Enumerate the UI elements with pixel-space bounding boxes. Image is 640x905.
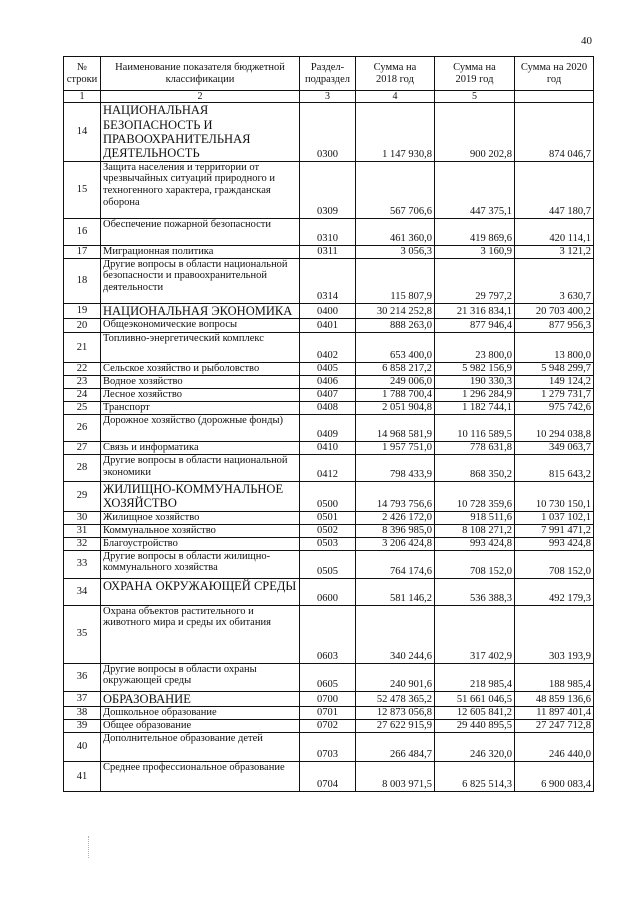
row-section-code: 0700 bbox=[300, 691, 356, 706]
row-indicator-name: Сельское хозяйство и рыболовство bbox=[101, 363, 300, 376]
row-sum-2019: 447 375,1 bbox=[435, 161, 515, 218]
row-sum-2019: 918 511,6 bbox=[435, 511, 515, 524]
scan-edge-mark bbox=[88, 836, 90, 858]
row-sum-2020: 6 900 083,4 bbox=[515, 761, 594, 791]
row-number: 40 bbox=[64, 732, 101, 761]
row-number: 28 bbox=[64, 454, 101, 481]
row-indicator-name: Водное хозяйство bbox=[101, 376, 300, 389]
row-section-code: 0412 bbox=[300, 454, 356, 481]
column-number: 5 bbox=[435, 91, 515, 103]
table-row bbox=[64, 663, 594, 691]
row-sum-2020: 975 742,6 bbox=[515, 401, 594, 414]
row-sum-2018: 1 788 700,4 bbox=[356, 388, 435, 401]
row-sum-2018: 6 858 217,2 bbox=[356, 363, 435, 376]
table-header-row bbox=[64, 57, 594, 91]
row-indicator-name: Среднее профессиональное образование bbox=[101, 761, 300, 791]
row-sum-2018: 340 244,6 bbox=[356, 605, 435, 663]
row-section-code: 0605 bbox=[300, 663, 356, 691]
row-sum-2020: 149 124,2 bbox=[515, 376, 594, 389]
row-sum-2018: 8 003 971,5 bbox=[356, 761, 435, 791]
row-sum-2019: 8 108 271,2 bbox=[435, 524, 515, 537]
table-row bbox=[64, 454, 594, 481]
row-sum-2019: 5 982 156,9 bbox=[435, 363, 515, 376]
column-number bbox=[515, 91, 594, 103]
row-sum-2020: 708 152,0 bbox=[515, 550, 594, 578]
row-section-code: 0410 bbox=[300, 441, 356, 454]
row-indicator-name: Дополнительное образование детей bbox=[101, 732, 300, 761]
row-sum-2019: 993 424,8 bbox=[435, 537, 515, 550]
row-section-code: 0409 bbox=[300, 414, 356, 441]
row-indicator-name: Защита населения и территории от чрезвычайных ситуаций природного и техногенного характера, гражданская оборона bbox=[101, 161, 300, 218]
row-sum-2018: 115 807,9 bbox=[356, 258, 435, 303]
row-sum-2018: 3 206 424,8 bbox=[356, 537, 435, 550]
table-row bbox=[64, 706, 594, 719]
row-sum-2018: 30 214 252,8 bbox=[356, 303, 435, 318]
row-sum-2019: 51 661 046,5 bbox=[435, 691, 515, 706]
row-section-code: 0600 bbox=[300, 578, 356, 605]
row-sum-2019: 23 800,0 bbox=[435, 333, 515, 363]
table-row bbox=[64, 605, 594, 663]
table-row bbox=[64, 401, 594, 414]
row-sum-2020: 3 630,7 bbox=[515, 258, 594, 303]
row-section-code: 0502 bbox=[300, 524, 356, 537]
row-sum-2019: 708 152,0 bbox=[435, 550, 515, 578]
row-sum-2018: 1 957 751,0 bbox=[356, 441, 435, 454]
row-sum-2018: 12 873 056,8 bbox=[356, 706, 435, 719]
row-sum-2020: 815 643,2 bbox=[515, 454, 594, 481]
budget-table bbox=[63, 56, 594, 792]
row-sum-2018: 249 006,0 bbox=[356, 376, 435, 389]
table-row bbox=[64, 388, 594, 401]
row-sum-2019: 1 296 284,9 bbox=[435, 388, 515, 401]
row-number: 41 bbox=[64, 761, 101, 791]
row-section-code: 0702 bbox=[300, 719, 356, 732]
row-number: 38 bbox=[64, 706, 101, 719]
header-section-code-line1: Раздел- bbox=[310, 61, 345, 73]
column-number: 2 bbox=[101, 91, 300, 103]
row-number: 22 bbox=[64, 363, 101, 376]
row-indicator-name: Лесное хозяйство bbox=[101, 388, 300, 401]
table-row bbox=[64, 550, 594, 578]
table-row bbox=[64, 578, 594, 605]
row-sum-2020: 447 180,7 bbox=[515, 161, 594, 218]
row-sum-2018: 581 146,2 bbox=[356, 578, 435, 605]
row-sum-2018: 567 706,6 bbox=[356, 161, 435, 218]
header-row-number-line2: строки bbox=[66, 73, 98, 85]
row-indicator-name: Миграционная политика bbox=[101, 245, 300, 258]
table-row bbox=[64, 719, 594, 732]
row-sum-2018: 461 360,0 bbox=[356, 218, 435, 245]
column-number-row bbox=[64, 91, 594, 103]
row-section-code: 0314 bbox=[300, 258, 356, 303]
row-sum-2018: 8 396 985,0 bbox=[356, 524, 435, 537]
row-sum-2020: 10 730 150,1 bbox=[515, 481, 594, 511]
row-number: 36 bbox=[64, 663, 101, 691]
row-sum-2018: 798 433,9 bbox=[356, 454, 435, 481]
row-sum-2019: 317 402,9 bbox=[435, 605, 515, 663]
row-section-code: 0505 bbox=[300, 550, 356, 578]
row-sum-2018: 14 968 581,9 bbox=[356, 414, 435, 441]
row-number: 15 bbox=[64, 161, 101, 218]
header-sum-2019 bbox=[435, 57, 515, 91]
row-section-code: 0402 bbox=[300, 333, 356, 363]
table-row bbox=[64, 258, 594, 303]
row-section-code: 0311 bbox=[300, 245, 356, 258]
row-section-code: 0503 bbox=[300, 537, 356, 550]
row-sum-2019: 536 388,3 bbox=[435, 578, 515, 605]
row-number: 14 bbox=[64, 103, 101, 162]
row-indicator-name: ОХРАНА ОКРУЖАЮЩЕЙ СРЕДЫ bbox=[101, 578, 300, 605]
row-sum-2020: 20 703 400,2 bbox=[515, 303, 594, 318]
row-section-code: 0300 bbox=[300, 103, 356, 162]
row-section-code: 0701 bbox=[300, 706, 356, 719]
row-sum-2020: 492 179,3 bbox=[515, 578, 594, 605]
row-section-code: 0309 bbox=[300, 161, 356, 218]
row-sum-2020: 349 063,7 bbox=[515, 441, 594, 454]
row-section-code: 0704 bbox=[300, 761, 356, 791]
header-sum-2018-line1: Сумма на bbox=[373, 61, 417, 73]
row-indicator-name: Топливно-энергетический комплекс bbox=[101, 333, 300, 363]
row-number: 39 bbox=[64, 719, 101, 732]
header-sum-2020-line1: Сумма на 2020 bbox=[520, 61, 588, 73]
row-sum-2020: 1 037 102,1 bbox=[515, 511, 594, 524]
table-row bbox=[64, 732, 594, 761]
header-sum-2019-line1: Сумма на bbox=[453, 61, 496, 73]
row-number: 27 bbox=[64, 441, 101, 454]
row-sum-2020: 246 440,0 bbox=[515, 732, 594, 761]
table-row bbox=[64, 363, 594, 376]
row-number: 23 bbox=[64, 376, 101, 389]
row-section-code: 0500 bbox=[300, 481, 356, 511]
row-indicator-name: Связь и информатика bbox=[101, 441, 300, 454]
row-number: 33 bbox=[64, 550, 101, 578]
row-sum-2019: 190 330,3 bbox=[435, 376, 515, 389]
row-sum-2019: 419 869,6 bbox=[435, 218, 515, 245]
row-sum-2018: 240 901,6 bbox=[356, 663, 435, 691]
row-indicator-name: Обеспечение пожарной безопасности bbox=[101, 218, 300, 245]
row-number: 26 bbox=[64, 414, 101, 441]
row-number: 20 bbox=[64, 319, 101, 333]
row-sum-2018: 1 147 930,8 bbox=[356, 103, 435, 162]
row-sum-2019: 877 946,4 bbox=[435, 319, 515, 333]
header-row-number bbox=[64, 57, 101, 91]
row-number: 37 bbox=[64, 691, 101, 706]
row-sum-2020: 993 424,8 bbox=[515, 537, 594, 550]
row-number: 17 bbox=[64, 245, 101, 258]
row-indicator-name: Другие вопросы в области охраны окружающей среды bbox=[101, 663, 300, 691]
row-indicator-name: Дошкольное образование bbox=[101, 706, 300, 719]
header-sum-2020 bbox=[515, 57, 594, 91]
row-sum-2019: 246 320,0 bbox=[435, 732, 515, 761]
row-indicator-name: Другие вопросы в области национальной безопасности и правоохранительной деятельности bbox=[101, 258, 300, 303]
header-sum-2020-line2: год bbox=[546, 73, 562, 85]
row-section-code: 0603 bbox=[300, 605, 356, 663]
row-number: 19 bbox=[64, 303, 101, 318]
row-sum-2019: 12 605 841,2 bbox=[435, 706, 515, 719]
column-number: 1 bbox=[64, 91, 101, 103]
row-sum-2018: 27 622 915,9 bbox=[356, 719, 435, 732]
row-sum-2019: 6 825 514,3 bbox=[435, 761, 515, 791]
row-sum-2019: 900 202,8 bbox=[435, 103, 515, 162]
header-sum-2018-line2: 2018 год bbox=[376, 73, 414, 85]
row-number: 18 bbox=[64, 258, 101, 303]
row-section-code: 0406 bbox=[300, 376, 356, 389]
row-indicator-name: Охрана объектов растительного и животного мира и среды их обитания bbox=[101, 605, 300, 663]
header-row-number-line1: № bbox=[76, 61, 88, 73]
header-sum-2019-line2: 2019 год bbox=[455, 73, 494, 85]
row-section-code: 0400 bbox=[300, 303, 356, 318]
row-indicator-name: Благоустройство bbox=[101, 537, 300, 550]
table-row bbox=[64, 441, 594, 454]
header-indicator-name: Наименование показателя бюджетной классификации bbox=[101, 57, 300, 91]
row-sum-2020: 13 800,0 bbox=[515, 333, 594, 363]
row-sum-2019: 218 985,4 bbox=[435, 663, 515, 691]
row-number: 31 bbox=[64, 524, 101, 537]
row-sum-2018: 52 478 365,2 bbox=[356, 691, 435, 706]
row-indicator-name: ОБРАЗОВАНИЕ bbox=[101, 691, 300, 706]
row-sum-2019: 778 631,8 bbox=[435, 441, 515, 454]
row-sum-2019: 29 440 895,5 bbox=[435, 719, 515, 732]
row-sum-2020: 11 897 401,4 bbox=[515, 706, 594, 719]
header-section-code-line2: подраздел bbox=[304, 73, 351, 85]
row-sum-2020: 7 991 471,2 bbox=[515, 524, 594, 537]
table-body bbox=[64, 103, 594, 792]
row-indicator-name: Другие вопросы в области национальной экономики bbox=[101, 454, 300, 481]
row-number: 32 bbox=[64, 537, 101, 550]
row-indicator-name: ЖИЛИЩНО-КОММУНАЛЬНОЕ ХОЗЯЙСТВО bbox=[101, 481, 300, 511]
table-row bbox=[64, 481, 594, 511]
row-sum-2020: 1 279 731,7 bbox=[515, 388, 594, 401]
row-number: 24 bbox=[64, 388, 101, 401]
table-row bbox=[64, 761, 594, 791]
table-row bbox=[64, 376, 594, 389]
row-sum-2019: 868 350,2 bbox=[435, 454, 515, 481]
row-sum-2018: 2 426 172,0 bbox=[356, 511, 435, 524]
table-row bbox=[64, 218, 594, 245]
row-indicator-name: Другие вопросы в области жилищно-коммунального хозяйства bbox=[101, 550, 300, 578]
row-sum-2018: 888 263,0 bbox=[356, 319, 435, 333]
row-indicator-name: Транспорт bbox=[101, 401, 300, 414]
row-section-code: 0408 bbox=[300, 401, 356, 414]
row-indicator-name: Жилищное хозяйство bbox=[101, 511, 300, 524]
header-section-code bbox=[300, 57, 356, 91]
row-indicator-name: Дорожное хозяйство (дорожные фонды) bbox=[101, 414, 300, 441]
row-sum-2019: 21 316 834,1 bbox=[435, 303, 515, 318]
row-sum-2020: 188 985,4 bbox=[515, 663, 594, 691]
column-number: 4 bbox=[356, 91, 435, 103]
row-sum-2018: 653 400,0 bbox=[356, 333, 435, 363]
row-indicator-name: НАЦИОНАЛЬНАЯ ЭКОНОМИКА bbox=[101, 303, 300, 318]
row-sum-2019: 1 182 744,1 bbox=[435, 401, 515, 414]
row-sum-2019: 10 728 359,6 bbox=[435, 481, 515, 511]
row-sum-2018: 2 051 904,8 bbox=[356, 401, 435, 414]
table-row bbox=[64, 103, 594, 162]
row-sum-2019: 29 797,2 bbox=[435, 258, 515, 303]
table-row bbox=[64, 511, 594, 524]
table-row bbox=[64, 537, 594, 550]
table-row bbox=[64, 303, 594, 318]
row-number: 21 bbox=[64, 333, 101, 363]
row-sum-2018: 764 174,6 bbox=[356, 550, 435, 578]
table-row bbox=[64, 245, 594, 258]
row-sum-2020: 874 046,7 bbox=[515, 103, 594, 162]
row-sum-2018: 3 056,3 bbox=[356, 245, 435, 258]
table-row bbox=[64, 524, 594, 537]
row-sum-2020: 303 193,9 bbox=[515, 605, 594, 663]
row-sum-2019: 3 160,9 bbox=[435, 245, 515, 258]
row-indicator-name: Общеэкономические вопросы bbox=[101, 319, 300, 333]
row-section-code: 0501 bbox=[300, 511, 356, 524]
row-number: 16 bbox=[64, 218, 101, 245]
row-sum-2020: 48 859 136,6 bbox=[515, 691, 594, 706]
table-row bbox=[64, 161, 594, 218]
row-sum-2020: 877 956,3 bbox=[515, 319, 594, 333]
table-row bbox=[64, 414, 594, 441]
row-sum-2020: 10 294 038,8 bbox=[515, 414, 594, 441]
row-indicator-name: Общее образование bbox=[101, 719, 300, 732]
row-indicator-name: НАЦИОНАЛЬНАЯ БЕЗОПАСНОСТЬ И ПРАВООХРАНИТЕЛЬНАЯ ДЕЯТЕЛЬНОСТЬ bbox=[101, 103, 300, 162]
row-number: 30 bbox=[64, 511, 101, 524]
row-section-code: 0405 bbox=[300, 363, 356, 376]
row-sum-2020: 27 247 712,8 bbox=[515, 719, 594, 732]
page-number: 40 bbox=[581, 35, 592, 47]
row-sum-2019: 10 116 589,5 bbox=[435, 414, 515, 441]
row-sum-2018: 266 484,7 bbox=[356, 732, 435, 761]
row-section-code: 0401 bbox=[300, 319, 356, 333]
header-sum-2018 bbox=[356, 57, 435, 91]
row-sum-2020: 5 948 299,7 bbox=[515, 363, 594, 376]
row-indicator-name: Коммунальное хозяйство bbox=[101, 524, 300, 537]
row-sum-2020: 420 114,1 bbox=[515, 218, 594, 245]
row-number: 25 bbox=[64, 401, 101, 414]
table-row bbox=[64, 691, 594, 706]
column-number: 3 bbox=[300, 91, 356, 103]
row-section-code: 0703 bbox=[300, 732, 356, 761]
row-number: 35 bbox=[64, 605, 101, 663]
row-number: 29 bbox=[64, 481, 101, 511]
row-section-code: 0310 bbox=[300, 218, 356, 245]
row-section-code: 0407 bbox=[300, 388, 356, 401]
row-sum-2020: 3 121,2 bbox=[515, 245, 594, 258]
table-row bbox=[64, 333, 594, 363]
row-sum-2018: 14 793 756,6 bbox=[356, 481, 435, 511]
table-row bbox=[64, 319, 594, 333]
row-number: 34 bbox=[64, 578, 101, 605]
